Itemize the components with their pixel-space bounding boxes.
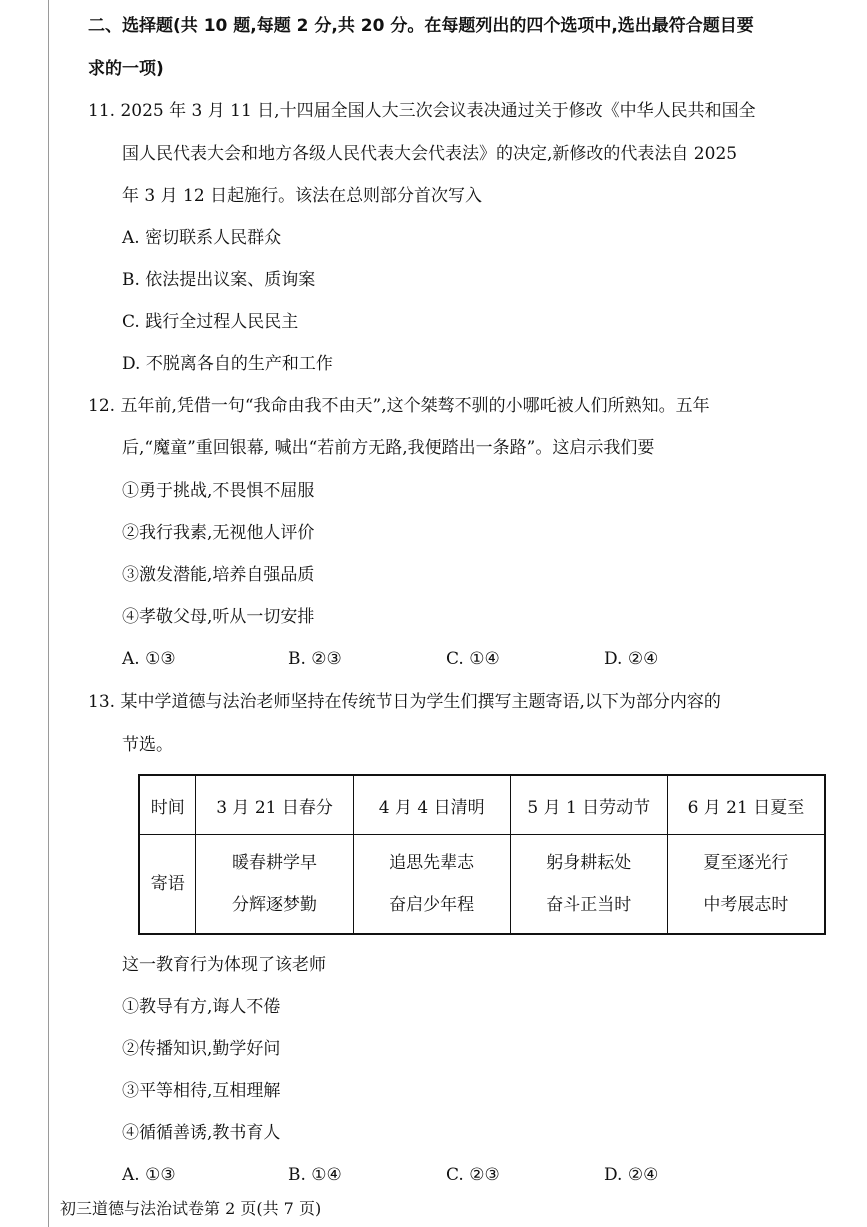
message-line: 分辉逐梦勤: [232, 895, 318, 915]
q11-stem-line1: 11. 2025 年 3 月 11 日,十四届全国人大三次会议表决通过关于修改《中华人民共和国全: [88, 101, 756, 121]
q13-option-d: D. ②④: [604, 1165, 659, 1185]
table-header-cell: 时间: [139, 775, 196, 835]
margin-line: [48, 0, 49, 1227]
message-line: 追思先辈志: [389, 853, 475, 873]
table-row: [139, 835, 825, 935]
q12-stem-line2: 后,“魔童”重回银幕, 喊出“若前方无路,我便踏出一条路”。这启示我们要: [122, 438, 655, 458]
message-line: 中考展志时: [703, 895, 789, 915]
table-cell: [196, 835, 353, 935]
message-line: 暖春耕学早: [232, 853, 318, 873]
q11-stem-line2: 国人民代表大会和地方各级人民代表大会代表法》的决定,新修改的代表法自 2025: [122, 144, 738, 164]
table-header-cell: 6 月 21 日夏至: [667, 775, 825, 835]
table-row-label: 寄语: [139, 835, 196, 935]
q13-prompt: 这一教育行为体现了该老师: [122, 955, 326, 975]
table-cell: [667, 835, 825, 935]
message-line: 奋启少年程: [389, 895, 475, 915]
q11-stem-line3: 年 3 月 12 日起施行。该法在总则部分首次写入: [122, 186, 483, 206]
q12-stem-line1: 12. 五年前,凭借一句“我命由我不由天”,这个桀骜不驯的小哪吒被人们所熟知。五年: [88, 396, 710, 416]
table-cell: [353, 835, 510, 935]
q13-statement-2: ②传播知识,勤学好问: [122, 1039, 281, 1059]
section-heading-line1: 二、选择题(共 10 题,每题 2 分,共 20 分。在每题列出的四个选项中,选出最符合题目要: [88, 16, 754, 36]
q13-option-a: A. ①③: [122, 1165, 176, 1185]
q11-option-b: B. 依法提出议案、质询案: [122, 270, 316, 290]
q12-option-a: A. ①③: [122, 649, 176, 669]
message-line: 奋斗正当时: [546, 895, 632, 915]
q13-statement-3: ③平等相待,互相理解: [122, 1081, 281, 1101]
q13-stem-line1: 13. 某中学道德与法治老师坚持在传统节日为学生们撰写主题寄语,以下为部分内容的: [88, 692, 721, 712]
table-header-cell: 5 月 1 日劳动节: [510, 775, 667, 835]
q12-statement-1: ①勇于挑战,不畏惧不屈服: [122, 481, 315, 501]
q13-statement-4: ④循循善诱,教书育人: [122, 1123, 281, 1143]
table-header-cell: 4 月 4 日清明: [353, 775, 510, 835]
q13-statement-1: ①教导有方,诲人不倦: [122, 997, 281, 1017]
q12-option-c: C. ①④: [446, 649, 500, 669]
q12-option-b: B. ②③: [288, 649, 342, 669]
table-header-cell: 3 月 21 日春分: [196, 775, 353, 835]
table-cell: [510, 835, 667, 935]
table-header-row: [139, 775, 825, 835]
q13-option-c: C. ②③: [446, 1165, 500, 1185]
message-line: 躬身耕耘处: [546, 853, 632, 873]
q11-option-a: A. 密切联系人民群众: [122, 228, 282, 248]
q11-option-c: C. 践行全过程人民民主: [122, 312, 299, 332]
q12-statement-2: ②我行我素,无视他人评价: [122, 523, 315, 543]
message-line: 夏至逐光行: [703, 853, 789, 873]
q13-option-b: B. ①④: [288, 1165, 342, 1185]
q12-statement-3: ③激发潜能,培养自强品质: [122, 565, 315, 585]
festival-message-table: [138, 774, 826, 935]
q12-statement-4: ④孝敬父母,听从一切安排: [122, 607, 315, 627]
page-footer: 初三道德与法治试卷第 2 页(共 7 页): [60, 1199, 322, 1218]
section-heading-line2: 求的一项): [88, 59, 164, 79]
q12-option-d: D. ②④: [604, 649, 659, 669]
q13-stem-line2: 节选。: [122, 735, 173, 755]
q11-option-d: D. 不脱离各自的生产和工作: [122, 354, 333, 374]
